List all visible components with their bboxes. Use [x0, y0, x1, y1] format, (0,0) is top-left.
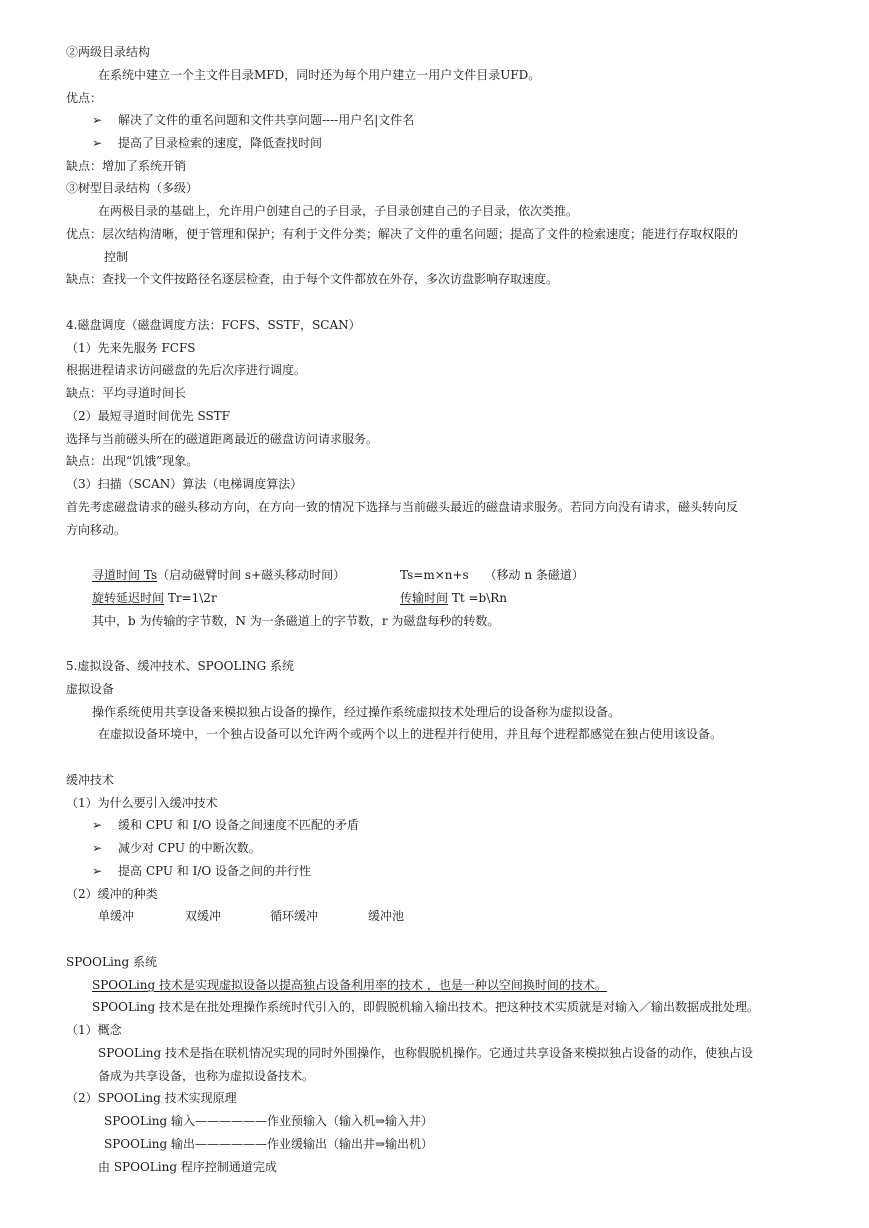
tree-desc: 在两极目录的基础上，允许用户创建自己的子目录，子目录创建自己的子目录，依次类推。 — [98, 204, 579, 218]
virtual-para-2: 在虚拟设备环境中，一个独占设备可以允许两个或两个以上的进程并行使用，并且每个进程都感觉在独占使用该设备。 — [98, 727, 723, 741]
spooling-concept-1: SPOOLing 技术是指在联机情况实现的同时外围操作，也称假脱机操作。它通过共享设备来模拟独占设备的动作，使独占设 — [98, 1046, 754, 1060]
fcfs-cons: 缺点：平均寻道时间长 — [66, 386, 187, 400]
bullet-icon: ➢ — [92, 841, 103, 855]
tree-pros-line2: 控制 — [104, 250, 129, 264]
buffer-type-circular: 循环缓冲 — [270, 909, 319, 923]
sstf-title: （2）最短寻道时间优先 SSTF — [66, 409, 231, 423]
seek-time-label: 寻道时间 Ts — [92, 568, 158, 582]
buffer-type-pool: 缓冲池 — [368, 909, 405, 923]
bullet-icon: ➢ — [92, 113, 103, 127]
virtual-para-1: 操作系统使用共享设备来模拟独占设备的操作，经过操作系统虚拟技术处理后的设备称为虚拟设备。 — [92, 705, 621, 719]
tree-cons: 缺点：查找一个文件按路径名逐层检查，由于每个文件都放在外存，多次访盘影响存取速度。 — [66, 272, 559, 286]
spooling-control: 由 SPOOLing 程序控制通道完成 — [98, 1160, 277, 1174]
transfer-time-label: 传输时间 — [400, 591, 449, 605]
spooling-subheading: SPOOLing 系统 — [66, 955, 158, 969]
virtual-subheading: 虚拟设备 — [66, 682, 115, 696]
sstf-desc: 选择与当前磁头所在的磁道距离最近的磁盘访问请求服务。 — [66, 432, 379, 446]
buffer-type-single: 单缓冲 — [98, 909, 135, 923]
two-level-pro-2: ➢ 提高了目录检索的速度，降低查找时间 — [92, 136, 323, 150]
two-level-desc: 在系统中建立一个主文件目录MFD，同时还为每个用户建立一用户文件目录UFD。 — [98, 68, 541, 82]
spooling-para-2: SPOOLing 技术是在批处理操作系统时代引入的，即假脱机输入输出技术。把这种技术实质就是对输入／输出数据成批处理。 — [92, 1000, 760, 1014]
scan-title: （3）扫描（SCAN）算法（电梯调度算法） — [66, 477, 303, 491]
fcfs-title: （1）先来先服务 FCFS — [66, 341, 196, 355]
virtual-heading: 5.虚拟设备、缓冲技术、SPOOLING 系统 — [66, 659, 295, 673]
two-level-cons: 缺点：增加了系统开销 — [66, 159, 187, 173]
bullet-icon: ➢ — [92, 818, 103, 832]
formula-explanation: 其中，b 为传输的字节数，N 为一条磁道上的字节数，r 为磁盘每秒的转数。 — [92, 614, 500, 628]
rotation-delay-label: 旋转延迟时间 — [92, 591, 165, 605]
two-level-pros-label: 优点： — [66, 91, 103, 105]
bullet-icon: ➢ — [92, 136, 103, 150]
rotation-delay-line: 旋转延迟时间 Tr=1\2r — [92, 591, 217, 605]
spooling-output: SPOOLing 输出——————作业缓输出（输出井⇒输出机） — [104, 1137, 434, 1151]
spooling-input: SPOOLing 输入——————作业预输入（输入机⇒输入井） — [104, 1114, 434, 1128]
buffer-subheading: 缓冲技术 — [66, 773, 115, 787]
spooling-concept-title: （1）概念 — [66, 1023, 122, 1037]
bullet-icon: ➢ — [92, 864, 103, 878]
scan-desc-1: 首先考虑磁盘请求的磁头移动方向，在方向一致的情况下选择与当前磁头最近的磁盘请求服务。若同方向没有请求，磁头转向反 — [66, 500, 739, 514]
two-level-pro-1: ➢ 解决了文件的重名问题和文件共享问题----用户名|文件名 — [92, 113, 415, 127]
fcfs-desc: 根据进程请求访问磁盘的先后次序进行调度。 — [66, 363, 307, 377]
tree-heading: ③树型目录结构（多级） — [66, 181, 199, 195]
buffer-why-title: （1）为什么要引入缓冲技术 — [66, 796, 218, 810]
spooling-principle-title: （2）SPOOLing 技术实现原理 — [66, 1091, 237, 1105]
buffer-reason-1: ➢ 缓和 CPU 和 I/O 设备之间速度不匹配的矛盾 — [92, 818, 360, 832]
sstf-cons: 缺点：出现“饥饿”现象。 — [66, 454, 199, 468]
two-level-heading: ②两级目录结构 — [66, 45, 151, 59]
buffer-types-title: （2）缓冲的种类 — [66, 887, 158, 901]
scan-desc-2: 方向移动。 — [66, 523, 127, 537]
buffer-type-double: 双缓冲 — [185, 909, 222, 923]
transfer-time-line: 传输时间 Tt =b\Rn — [400, 591, 508, 605]
spooling-concept-2: 备成为共享设备，也称为虚拟设备技术。 — [98, 1069, 315, 1083]
seek-time-line: 寻道时间 Ts（启动磁臂时间 s+磁头移动时间） — [92, 568, 346, 582]
buffer-reason-3: ➢ 提高 CPU 和 I/O 设备之间的并行性 — [92, 864, 312, 878]
seek-time-formula: Ts=m×n+s （移动 n 条磁道） — [400, 568, 584, 582]
tree-pros-line1: 优点：层次结构清晰，便于管理和保护；有利于文件分类；解决了文件的重名问题；提高了文件的检索速度；能进行存取权限的 — [66, 227, 739, 241]
buffer-reason-2: ➢ 减少对 CPU 的中断次数。 — [92, 841, 261, 855]
disk-heading: 4.磁盘调度（磁盘调度方法：FCFS、SSTF，SCAN） — [66, 318, 361, 332]
spooling-para-1: SPOOLing 技术是实现虚拟设备以提高独占设备利用率的技术 ，也是一种以空间换时间的技术。 — [92, 978, 607, 992]
